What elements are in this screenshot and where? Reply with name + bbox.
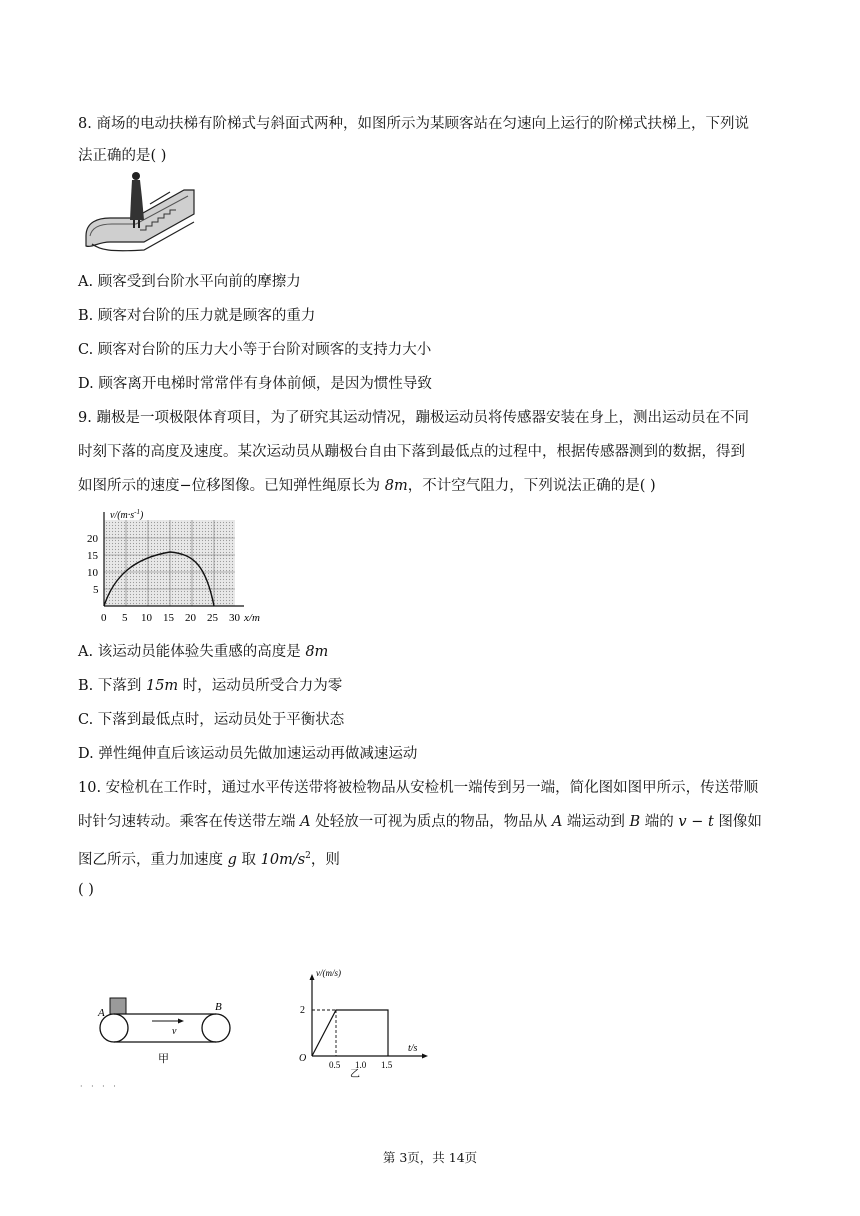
- q8-stem-line1: 8. 商场的电动扶梯有阶梯式与斜面式两种，如图所示为某顾客站在匀速向上运行的阶梯式扶梯上，下列说: [78, 116, 749, 132]
- xtick-20: 20: [185, 612, 196, 624]
- escalator-figure: [84, 170, 196, 254]
- vt-curve: [312, 1010, 388, 1056]
- caption-jia: 甲: [158, 1053, 169, 1065]
- xtick-25: 25: [207, 612, 218, 624]
- vt-ytick-2: 2: [300, 1005, 305, 1016]
- q9-stem-line1: 9. 蹦极是一项极限体育项目，为了研究其运动情况，蹦极运动员将传感器安装在身上，测出运动员在不同: [78, 410, 749, 426]
- conveyor-belt-figure: [92, 990, 240, 1070]
- xtick-5: 5: [122, 612, 128, 624]
- q9-option-d: D. 弹性绳伸直后该运动员先做加速运动再做减速运动: [78, 746, 418, 762]
- q8-stem-line2: 法正确的是( ): [78, 148, 167, 164]
- vt-xtick-0-5: 0.5: [329, 1060, 341, 1070]
- velocity-displacement-graph: [84, 506, 274, 628]
- label-v: v: [172, 1026, 177, 1037]
- xtick-15: 15: [163, 612, 174, 624]
- vt-origin: O: [299, 1053, 307, 1064]
- x-axis-arrow: [422, 1054, 428, 1059]
- vt-xlabel: t/s: [408, 1043, 418, 1054]
- graph-ylabel: $v/(m\cdot s^{-1})$: [110, 508, 144, 521]
- vt-ylabel: v/(m/s): [316, 968, 341, 978]
- velocity-arrowhead: [178, 1019, 184, 1024]
- xtick-30: 30: [229, 612, 240, 624]
- ytick-10: 10: [87, 567, 98, 579]
- q10-stem-line2: 时针匀速转动。乘客在传送带左端 A 处轻放一可视为质点的物品，物品从 A 端运动到 B 端的 v − t 图像如: [78, 814, 762, 830]
- q8-option-c: C. 顾客对台阶的压力大小等于台阶对顾客的支持力大小: [78, 342, 432, 358]
- stray-dots: · · · ·: [80, 1082, 119, 1091]
- graph-background: [104, 520, 235, 606]
- q8-option-d: D. 顾客离开电梯时常常伴有身体前倾，是因为惯性导致: [78, 376, 432, 392]
- q9-option-b: B. 下落到 15m 时，运动员所受合力为零: [78, 678, 343, 694]
- ytick-20: 20: [87, 533, 98, 545]
- q8-option-a: A. 顾客受到台阶水平向前的摩擦力: [78, 274, 301, 290]
- xtick-10: 10: [141, 612, 152, 624]
- label-b: B: [215, 1001, 222, 1013]
- ytick-15: 15: [87, 550, 98, 562]
- graph-xlabel: x/m: [244, 612, 260, 624]
- caption-yi: 乙: [350, 1069, 360, 1078]
- q8-option-b: B. 顾客对台阶的压力就是顾客的重力: [78, 308, 316, 324]
- page-footer: 第 3页，共 14页: [382, 1150, 478, 1165]
- xtick-0: 0: [101, 612, 107, 624]
- ytick-5: 5: [93, 584, 99, 596]
- q10-stem-line1: 10. 安检机在工作时，通过水平传送带将被检物品从安检机一端传到另一端，简化图如图甲所示，传送带顺: [78, 780, 759, 796]
- q9-stem-line2: 时刻下落的高度及速度。某次运动员从蹦极台自由下落到最低点的过程中，根据传感器测到的数据，得到: [78, 444, 745, 460]
- vt-xtick-1-5: 1.5: [381, 1060, 393, 1070]
- right-roller: [202, 1014, 230, 1042]
- vt-graph-figure: [294, 966, 434, 1078]
- q10-stem-line3: 图乙所示，重力加速度 g 取 $10m/s^2$，则: [78, 851, 340, 868]
- label-a: A: [98, 1007, 105, 1019]
- vt-xtick-1-0: 1.0: [355, 1060, 367, 1070]
- q9-stem-line3: 如图所示的速度−位移图像。已知弹性绳原长为 8m，不计空气阻力，下列说法正确的是( ): [78, 478, 656, 494]
- y-axis-arrow: [310, 974, 315, 980]
- object-box: [110, 998, 126, 1014]
- q9-option-a: A. 该运动员能体验失重感的高度是 8m: [78, 644, 329, 660]
- q9-option-c: C. 下落到最低点时，运动员处于平衡状态: [78, 712, 345, 728]
- q10-answer-blank: ( ): [78, 882, 94, 898]
